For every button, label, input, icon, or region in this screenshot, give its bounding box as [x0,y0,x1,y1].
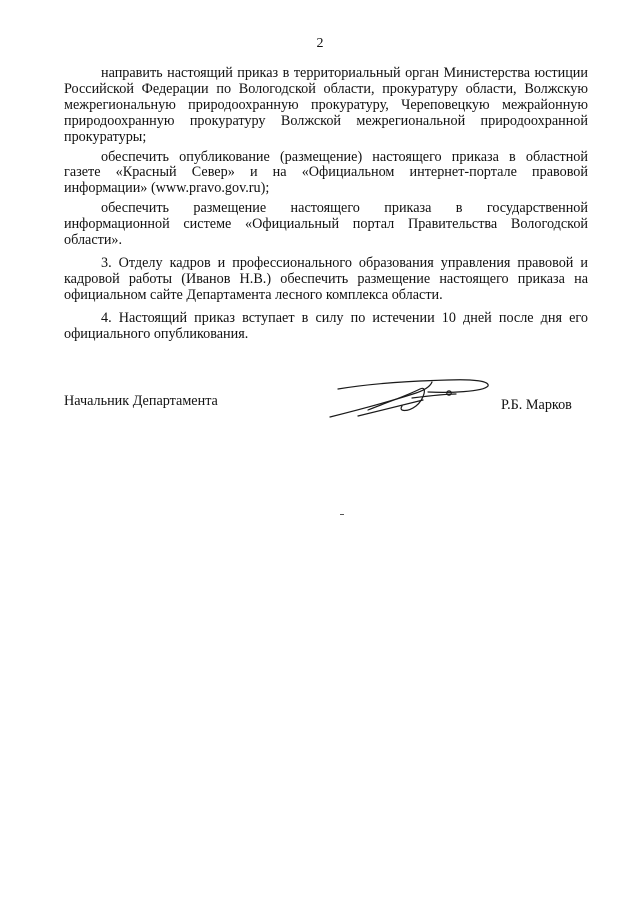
handwritten-signature-icon [328,372,498,432]
document-body [64,66,588,343]
paragraph-item-4: 4. Настоящий приказ вступает в силу по истечении 10 дней после дня его официального опубликования. [64,309,588,342]
page-number: 2 [316,36,324,51]
paragraph-publication: обеспечить опубликование (размещение) настоящего приказа в областной газете «Красный Север» и на «Официальном интернет-портале правовой информации» (www.pravo.gov.ru); [64,148,588,197]
paragraph-gis-placement: обеспечить размещение настоящего приказа в государственной информационной системе «Официальный портал Правительства Вологодской области». [64,200,588,249]
paragraph-send-order: направить настоящий приказ в территориальный орган Министерства юстиции Российской Федерации по Вологодской области, прокуратуру области, Волжскую межрегиональную природоохранную прокуратуру, Череповецкую межрайонную природоохранную прокуратуру Волжской межрегиональной природоохранной прокуратуры; [64,65,588,145]
scan-artifact-mark [340,514,344,515]
paragraph-item-3: 3. Отделу кадров и профессионального образования управления правовой и кадровой работы (Иванов Н.В.) обеспечить размещение настоящего приказа на официальном сайте Департамента лесного комплекса области. [64,254,588,303]
signatory-name: Р.Б. Марков [501,397,572,413]
signatory-title: Начальник Департамента [64,393,218,409]
